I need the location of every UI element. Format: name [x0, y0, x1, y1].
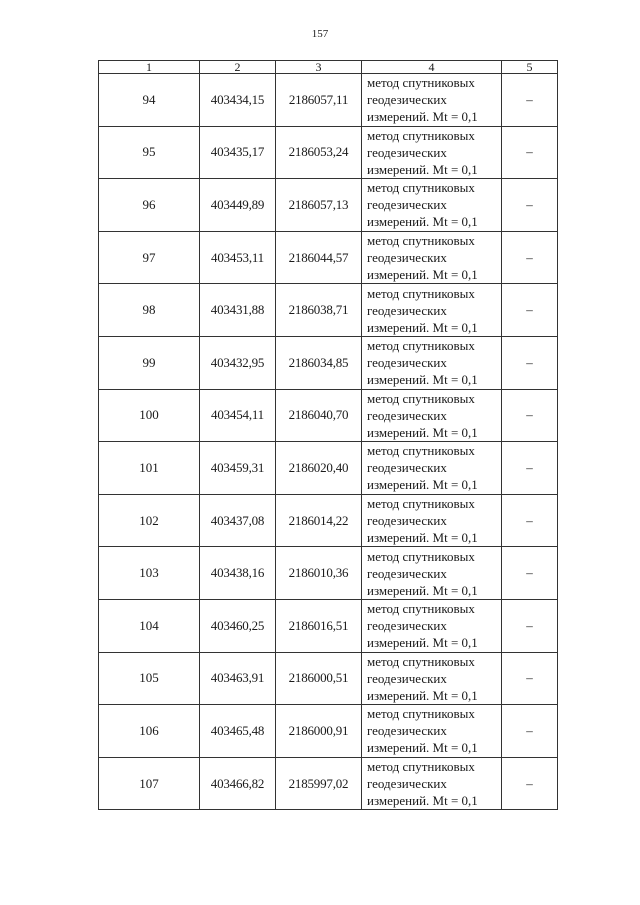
coord-x: 403431,88	[200, 284, 276, 337]
method-line-3: измерений. Mt = 0,1	[367, 424, 478, 440]
note: –	[502, 757, 558, 810]
coord-y: 2186057,13	[276, 179, 362, 232]
method-line-3: измерений. Mt = 0,1	[367, 477, 478, 493]
header-col-2: 2	[200, 61, 276, 74]
coord-y: 2186000,91	[276, 705, 362, 758]
table-row	[99, 179, 558, 232]
coord-y: 2186034,85	[276, 336, 362, 389]
method-line-1: метод спутниковых	[367, 75, 475, 91]
coord-y: 2185997,02	[276, 757, 362, 810]
table-body	[99, 74, 558, 810]
note: –	[502, 336, 558, 389]
note: –	[502, 547, 558, 600]
method-description	[362, 599, 502, 652]
note: –	[502, 231, 558, 284]
coord-x: 403460,25	[200, 599, 276, 652]
point-number: 100	[99, 389, 200, 442]
method-description	[362, 547, 502, 600]
method-line-1: метод спутниковых	[367, 180, 475, 196]
coord-x: 403453,11	[200, 231, 276, 284]
point-number: 97	[99, 231, 200, 284]
method-line-3: измерений. Mt = 0,1	[367, 687, 478, 703]
table-row	[99, 652, 558, 705]
table-row	[99, 231, 558, 284]
coord-y: 2186053,24	[276, 126, 362, 179]
coord-x: 403459,31	[200, 442, 276, 495]
coord-x: 403437,08	[200, 494, 276, 547]
point-number: 95	[99, 126, 200, 179]
coord-y: 2186038,71	[276, 284, 362, 337]
table-row	[99, 389, 558, 442]
point-number: 96	[99, 179, 200, 232]
method-description	[362, 284, 502, 337]
header-col-1: 1	[99, 61, 200, 74]
method-line-2: геодезических	[367, 197, 447, 213]
method-line-1: метод спутниковых	[367, 496, 475, 512]
method-line-1: метод спутниковых	[367, 443, 475, 459]
table-row	[99, 336, 558, 389]
method-line-2: геодезических	[367, 513, 447, 529]
table-row	[99, 74, 558, 127]
method-description	[362, 442, 502, 495]
note: –	[502, 179, 558, 232]
note: –	[502, 652, 558, 705]
coord-y: 2186014,22	[276, 494, 362, 547]
method-description	[362, 74, 502, 127]
method-line-1: метод спутниковых	[367, 706, 475, 722]
method-description	[362, 757, 502, 810]
method-line-2: геодезических	[367, 460, 447, 476]
point-number: 105	[99, 652, 200, 705]
method-line-2: геодезических	[367, 144, 447, 160]
point-number: 107	[99, 757, 200, 810]
method-line-3: измерений. Mt = 0,1	[367, 740, 478, 756]
method-line-1: метод спутниковых	[367, 601, 475, 617]
point-number: 106	[99, 705, 200, 758]
method-description	[362, 126, 502, 179]
method-line-1: метод спутниковых	[367, 285, 475, 301]
method-description	[362, 231, 502, 284]
point-number: 104	[99, 599, 200, 652]
coord-x: 403466,82	[200, 757, 276, 810]
method-line-3: измерений. Mt = 0,1	[367, 319, 478, 335]
method-line-3: измерений. Mt = 0,1	[367, 372, 478, 388]
method-description	[362, 336, 502, 389]
note: –	[502, 705, 558, 758]
note: –	[502, 74, 558, 127]
point-number: 94	[99, 74, 200, 127]
table-row	[99, 494, 558, 547]
method-description	[362, 705, 502, 758]
method-line-2: геодезических	[367, 302, 447, 318]
method-line-1: метод спутниковых	[367, 338, 475, 354]
method-line-1: метод спутниковых	[367, 233, 475, 249]
table-row	[99, 126, 558, 179]
coord-x: 403438,16	[200, 547, 276, 600]
coord-x: 403449,89	[200, 179, 276, 232]
coord-y: 2186016,51	[276, 599, 362, 652]
method-line-2: геодезических	[367, 670, 447, 686]
method-line-3: измерений. Mt = 0,1	[367, 582, 478, 598]
method-line-1: метод спутниковых	[367, 653, 475, 669]
coord-x: 403435,17	[200, 126, 276, 179]
point-number: 98	[99, 284, 200, 337]
coordinates-table	[98, 60, 558, 810]
coord-x: 403432,95	[200, 336, 276, 389]
method-line-3: измерений. Mt = 0,1	[367, 267, 478, 283]
method-line-2: геодезических	[367, 250, 447, 266]
header-col-5: 5	[502, 61, 558, 74]
header-row	[99, 61, 558, 74]
header-col-3: 3	[276, 61, 362, 74]
note: –	[502, 389, 558, 442]
coord-x: 403463,91	[200, 652, 276, 705]
page-number: 157	[311, 28, 329, 40]
coord-x: 403465,48	[200, 705, 276, 758]
coord-x: 403454,11	[200, 389, 276, 442]
note: –	[502, 599, 558, 652]
table-row	[99, 547, 558, 600]
coord-y: 2186010,36	[276, 547, 362, 600]
method-line-3: измерений. Mt = 0,1	[367, 161, 478, 177]
method-line-2: геодезических	[367, 723, 447, 739]
coord-y: 2186020,40	[276, 442, 362, 495]
method-description	[362, 652, 502, 705]
method-description	[362, 179, 502, 232]
coord-y: 2186040,70	[276, 389, 362, 442]
method-line-2: геодезических	[367, 92, 447, 108]
method-line-1: метод спутниковых	[367, 390, 475, 406]
method-line-3: измерений. Mt = 0,1	[367, 793, 478, 809]
method-line-3: измерений. Mt = 0,1	[367, 530, 478, 546]
method-line-2: геодезических	[367, 776, 447, 792]
note: –	[502, 442, 558, 495]
method-line-2: геодезических	[367, 407, 447, 423]
coord-x: 403434,15	[200, 74, 276, 127]
table-row	[99, 705, 558, 758]
header-col-4: 4	[362, 61, 502, 74]
method-line-2: геодезических	[367, 355, 447, 371]
table-row	[99, 599, 558, 652]
note: –	[502, 284, 558, 337]
note: –	[502, 126, 558, 179]
method-line-3: измерений. Mt = 0,1	[367, 635, 478, 651]
point-number: 99	[99, 336, 200, 389]
coord-y: 2186000,51	[276, 652, 362, 705]
method-line-3: измерений. Mt = 0,1	[367, 214, 478, 230]
method-line-1: метод спутниковых	[367, 548, 475, 564]
coord-y: 2186057,11	[276, 74, 362, 127]
table-row	[99, 284, 558, 337]
coord-y: 2186044,57	[276, 231, 362, 284]
method-description	[362, 494, 502, 547]
table-row	[99, 442, 558, 495]
method-line-3: измерений. Mt = 0,1	[367, 109, 478, 125]
method-description	[362, 389, 502, 442]
method-line-1: метод спутниковых	[367, 759, 475, 775]
note: –	[502, 494, 558, 547]
table-header	[99, 61, 558, 74]
method-line-1: метод спутниковых	[367, 127, 475, 143]
point-number: 102	[99, 494, 200, 547]
table-row	[99, 757, 558, 810]
point-number: 103	[99, 547, 200, 600]
method-line-2: геодезических	[367, 618, 447, 634]
point-number: 101	[99, 442, 200, 495]
method-line-2: геодезических	[367, 565, 447, 581]
